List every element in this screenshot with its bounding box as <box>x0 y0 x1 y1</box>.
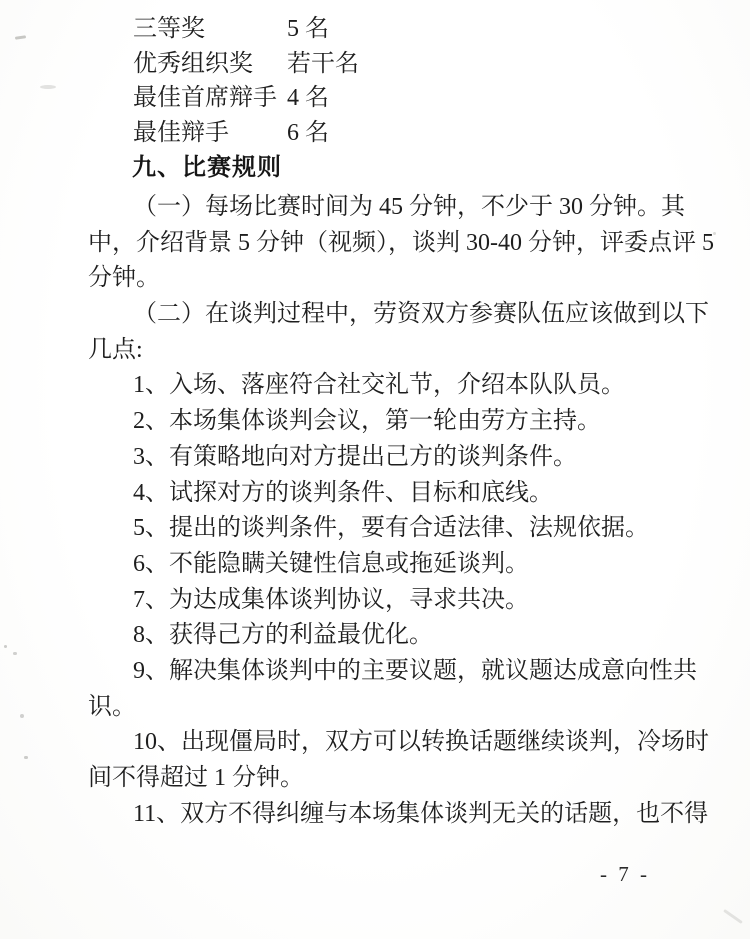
text-line: 7、为达成集体谈判协议，寻求共决。 <box>133 586 529 613</box>
award-label: 优秀组织奖 <box>133 50 253 77</box>
award-row <box>133 81 573 116</box>
text-line: 4、试探对方的谈判条件、目标和底线。 <box>133 479 553 506</box>
award-row <box>133 47 573 82</box>
text-line: 6、不能隐瞒关键性信息或拖延谈判。 <box>133 550 529 577</box>
scan-speck <box>24 756 28 759</box>
text-line: 间不得超过 1 分钟。 <box>88 765 304 791</box>
scan-speck <box>15 35 26 40</box>
text-line: 5、提出的谈判条件，要有合适法律、法规依据。 <box>133 515 649 542</box>
text-line: 9、解决集体谈判中的主要议题，就议题达成意向性共 <box>133 657 697 684</box>
scan-speck <box>4 645 7 648</box>
section-heading: 九、比赛规则 <box>132 154 282 181</box>
award-count: 若干名 <box>287 50 359 77</box>
award-count: 6 名 <box>287 120 329 147</box>
scan-speck <box>13 652 17 655</box>
scan-speck <box>723 909 743 924</box>
text-line: 3、有策略地向对方提出己方的谈判条件。 <box>133 443 577 470</box>
text-line: 8、获得己方的利益最优化。 <box>133 622 433 649</box>
award-row <box>133 116 573 151</box>
awards-list <box>133 12 573 151</box>
text-line: 中，介绍背景 5 分钟（视频），谈判 30-40 分钟，评委点评 5 <box>88 229 714 256</box>
scan-speck <box>40 85 56 89</box>
document-body <box>88 190 714 832</box>
scan-speck <box>713 232 716 235</box>
text-line: 几点: <box>88 336 143 363</box>
award-label: 最佳首席辩手 <box>133 85 277 112</box>
text-line: 11、双方不得纠缠与本场集体谈判无关的话题，也不得 <box>133 800 709 827</box>
text-line: 分钟。 <box>88 265 160 292</box>
award-count: 5 名 <box>287 16 329 42</box>
award-label: 最佳辩手 <box>133 120 229 147</box>
text-line: 10、出现僵局时，双方可以转换话题继续谈判，冷场时 <box>133 729 709 756</box>
page-number: - 7 - <box>600 862 650 886</box>
award-row <box>133 12 573 47</box>
scan-speck <box>20 714 24 718</box>
text-line: （二）在谈判过程中，劳资双方参赛队伍应该做到以下 <box>133 301 709 328</box>
text-line: 识。 <box>88 693 136 720</box>
award-label: 三等奖 <box>133 16 205 42</box>
text-line: 1、入场、落座符合社交礼节，介绍本队队员。 <box>133 372 625 399</box>
text-line: （一）每场比赛时间为 45 分钟，不少于 30 分钟。其 <box>133 194 685 220</box>
text-line: 2、本场集体谈判会议，第一轮由劳方主持。 <box>133 408 601 435</box>
award-count: 4 名 <box>287 85 329 112</box>
